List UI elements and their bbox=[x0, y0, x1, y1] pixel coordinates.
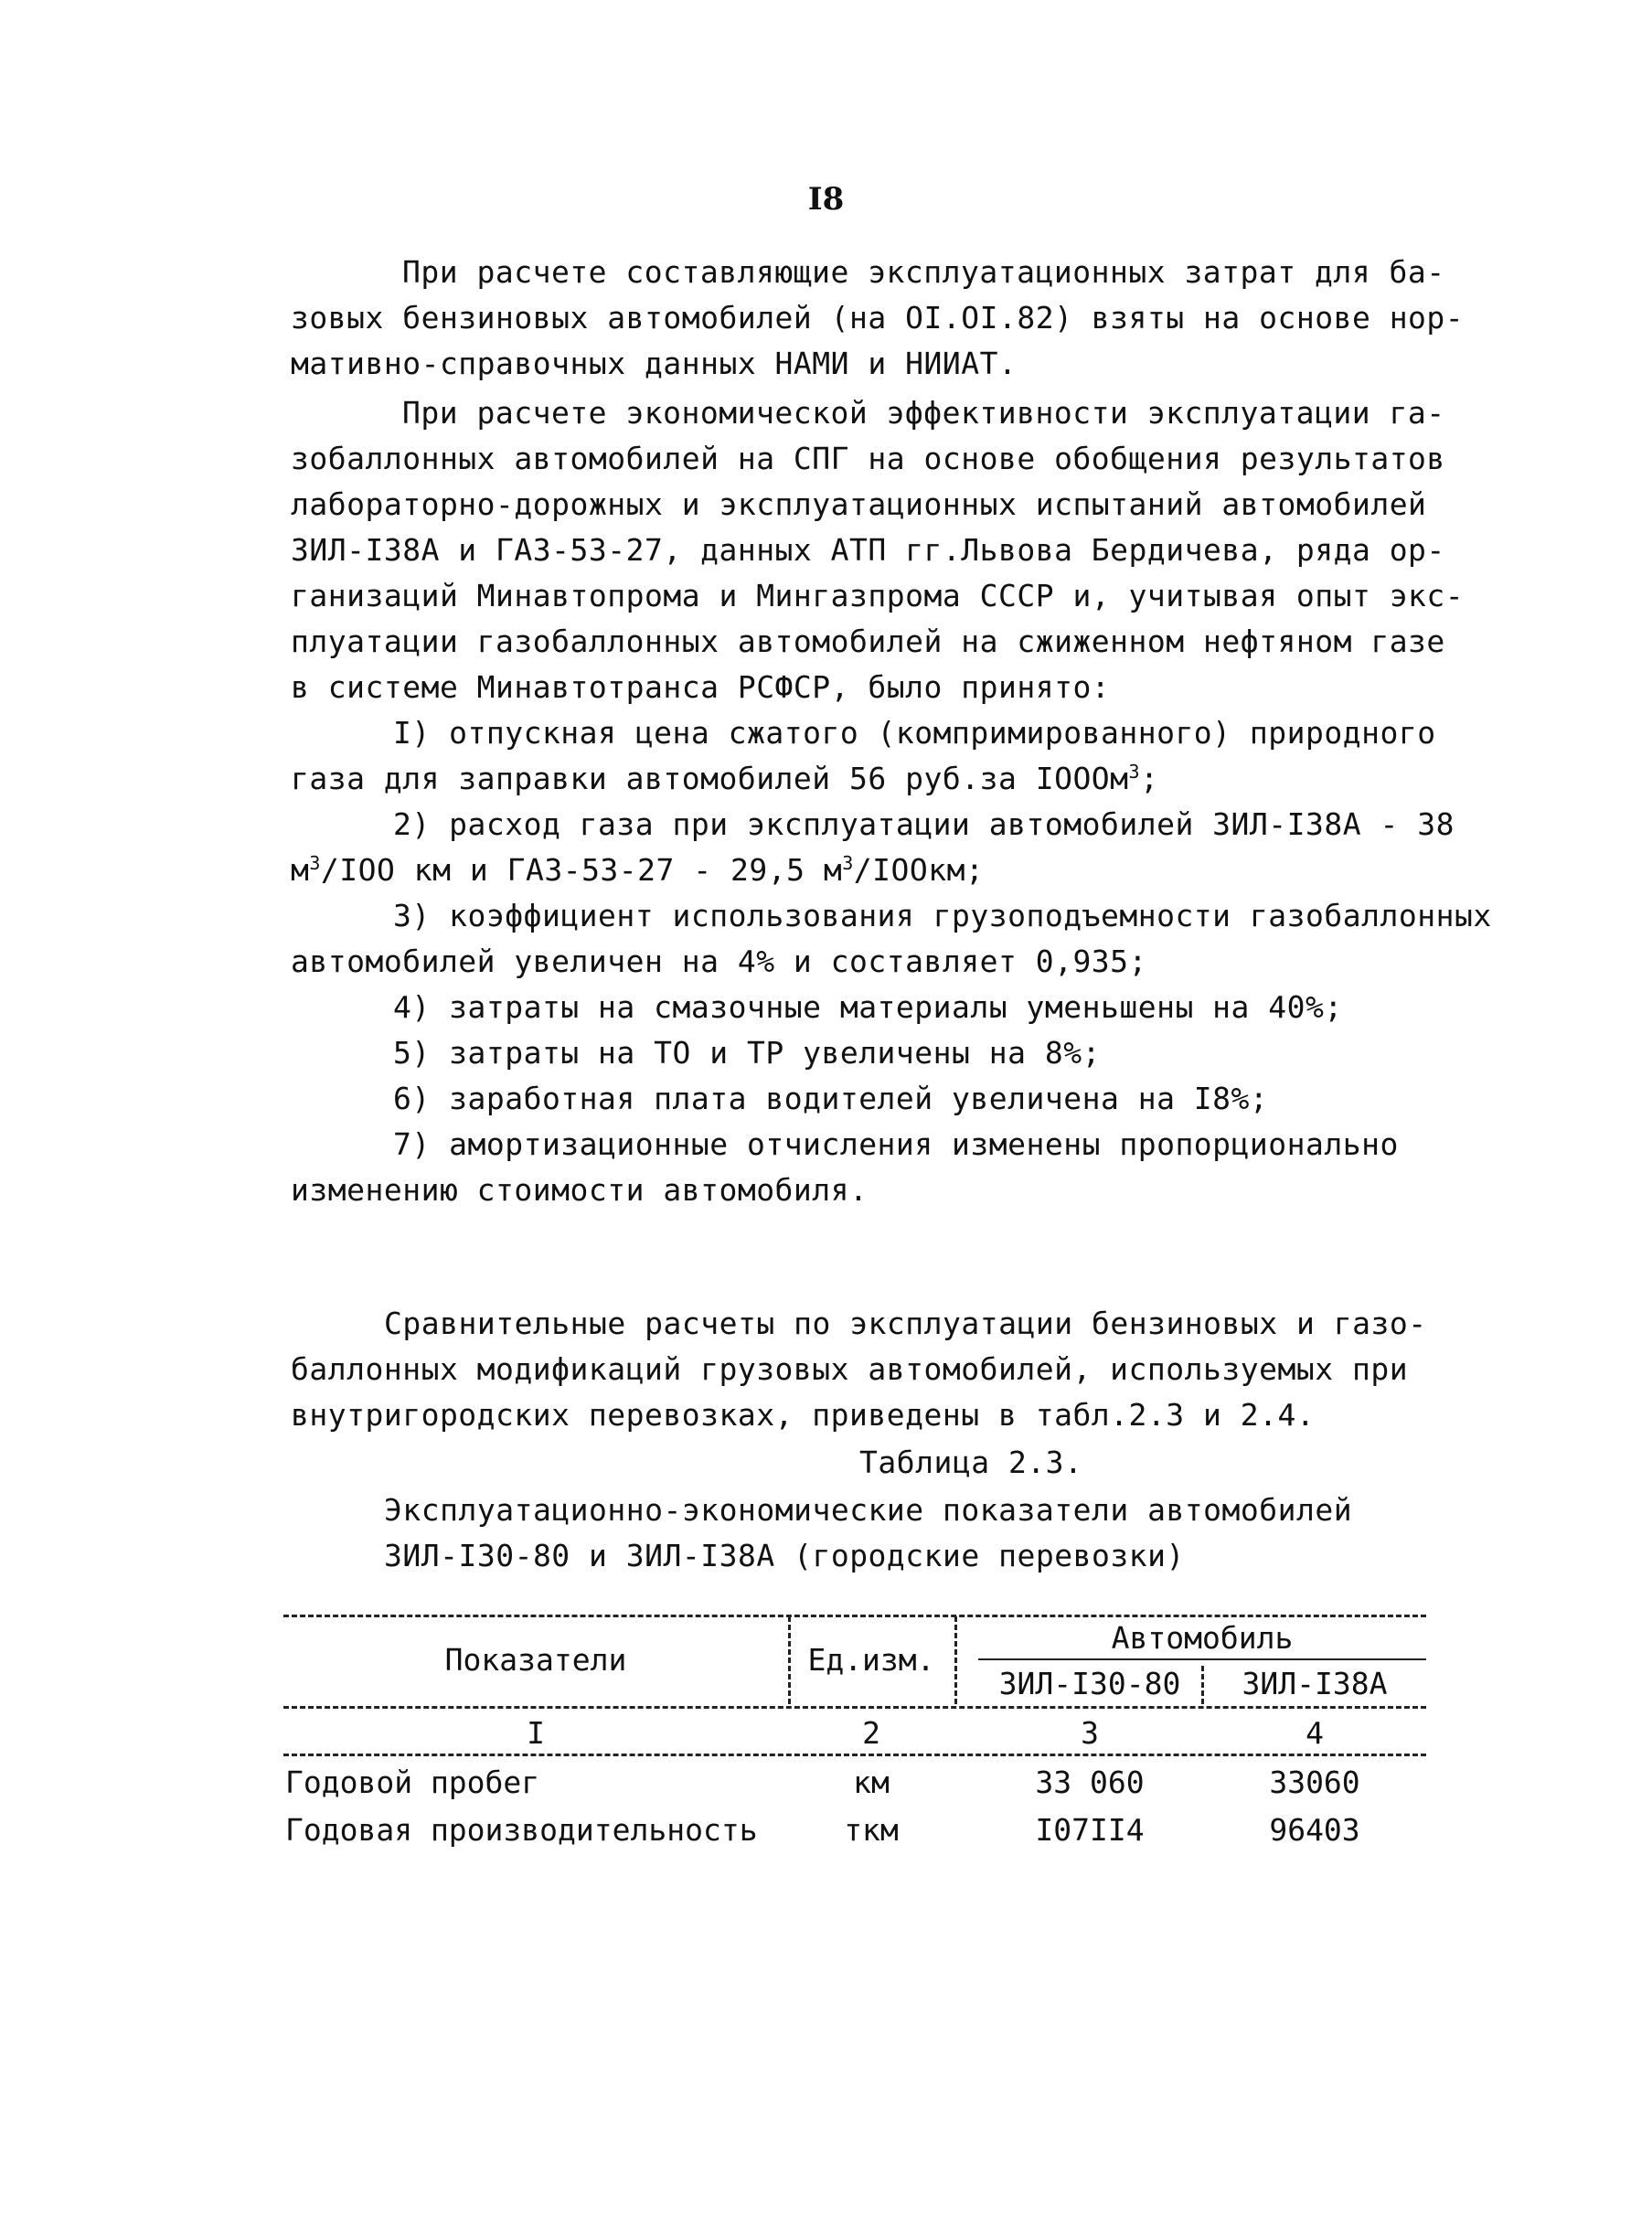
column-divider-2 bbox=[954, 1616, 957, 1704]
table-row-2-name: Годовая производительность bbox=[285, 1812, 758, 1848]
paragraph3-line1: Сравнительные расчеты по эксплуатации бензиновых и газо- bbox=[384, 1306, 1427, 1341]
table-row-2-unit: ткм bbox=[844, 1812, 899, 1848]
colnum-3: 3 bbox=[1081, 1715, 1099, 1751]
table-label: Таблица 2.3. bbox=[859, 1445, 1083, 1480]
table-row-1-col4: 33060 bbox=[1269, 1765, 1360, 1800]
table-colnum-rule bbox=[283, 1754, 1426, 1756]
colnum-4: 4 bbox=[1306, 1715, 1324, 1751]
table-row-1-unit: км bbox=[853, 1765, 890, 1800]
list-item1-line1: I) отпускная цена сжатого (компримированного) природного bbox=[393, 715, 1436, 751]
paragraph1-line1: При расчете составляющие эксплуатационных затрат для ба- bbox=[402, 254, 1445, 290]
header-vehicle: Автомобиль bbox=[1111, 1620, 1294, 1656]
list-item2-line2: $м^3$/IOO км и ГАЗ-53-27 - 29,5 $м^3$/IOOкм; bbox=[291, 852, 985, 888]
table-caption-line2: ЗИЛ-I30-80 и ЗИЛ-I38А (городские перевозки) bbox=[384, 1538, 1185, 1573]
table-header-rule bbox=[283, 1706, 1426, 1709]
table-row-1-col3: 33 060 bbox=[1035, 1765, 1145, 1800]
list-item3-line2: автомобилей увеличен на 4% и составляет 0,935; bbox=[291, 944, 1147, 979]
list-item3-line1: 3) коэффициент использования грузоподъемности газобаллонных bbox=[393, 898, 1492, 933]
paragraph2-line7: в системе Минавтотранса РСФСР, было принято: bbox=[291, 669, 1111, 705]
paragraph2-line4: ЗИЛ-I38А и ГАЗ-53-27, данных АТП гг.Львова Бердичева, ряда ор- bbox=[291, 532, 1445, 568]
list-item7-line2: изменению стоимости автомобиля. bbox=[291, 1172, 869, 1208]
vehicle-group-rule bbox=[978, 1658, 1426, 1660]
list-item7-line1: 7) амортизационные отчисления изменены пропорционально bbox=[393, 1126, 1399, 1162]
colnum-2: 2 bbox=[862, 1715, 880, 1751]
list-item6: 6) заработная плата водителей увеличена на I8%; bbox=[393, 1081, 1269, 1116]
paragraph3-line3: внутригородских перевозках, приведены в табл.2.3 и 2.4. bbox=[291, 1397, 1316, 1433]
table-top-rule bbox=[283, 1615, 1426, 1617]
table-caption-line1: Эксплуатационно-экономические показатели автомобилей bbox=[384, 1492, 1353, 1528]
paragraph3-line2: баллонных модификаций грузовых автомобилей, используемых при bbox=[291, 1351, 1409, 1387]
paragraph2-line5: ганизаций Минавтопрома и Мингазпрома СССР и, учитывая опыт экс- bbox=[291, 578, 1465, 613]
colnum-1: I bbox=[527, 1715, 545, 1751]
paragraph2-line6: плуатации газобаллонных автомобилей на сжиженном нефтяном газе bbox=[291, 624, 1445, 659]
table-row-2-col3: I07II4 bbox=[1035, 1812, 1145, 1848]
list-item4: 4) затраты на смазочные материалы уменьшены на 40%; bbox=[393, 989, 1343, 1025]
table-row-1-name: Годовой пробег bbox=[285, 1765, 540, 1800]
header-col4: ЗИЛ-I38А bbox=[1242, 1666, 1388, 1701]
paragraph1-line2: зовых бензиновых автомобилей (на OI.OI.82) взяты на основе нор- bbox=[291, 300, 1465, 336]
list-item2-line1: 2) расход газа при эксплуатации автомобилей ЗИЛ-I38А - 38 bbox=[393, 806, 1455, 842]
page-number: I8 bbox=[807, 181, 845, 218]
header-indicator: Показатели bbox=[444, 1642, 627, 1678]
paragraph2-line2: зобаллонных автомобилей на СПГ на основе обобщения результатов bbox=[291, 441, 1445, 476]
list-item1-line2: газа для заправки автомобилей 56 руб.за IOOOм$^3$; bbox=[291, 761, 1159, 796]
table-row-2-col4: 96403 bbox=[1269, 1812, 1360, 1848]
paragraph2-line3: лабораторно-дорожных и эксплуатационных испытаний автомобилей bbox=[291, 486, 1427, 522]
header-unit: Ед.изм. bbox=[807, 1642, 935, 1678]
header-col3: ЗИЛ-I30-80 bbox=[998, 1666, 1181, 1701]
list-item5: 5) затраты на ТО и ТР увеличены на 8%; bbox=[393, 1035, 1101, 1071]
paragraph1-line3: мативно-справочных данных НАМИ и НИИАТ. bbox=[291, 346, 1018, 381]
paragraph2-line1: При расчете экономической эффективности эксплуатации га- bbox=[402, 395, 1445, 431]
